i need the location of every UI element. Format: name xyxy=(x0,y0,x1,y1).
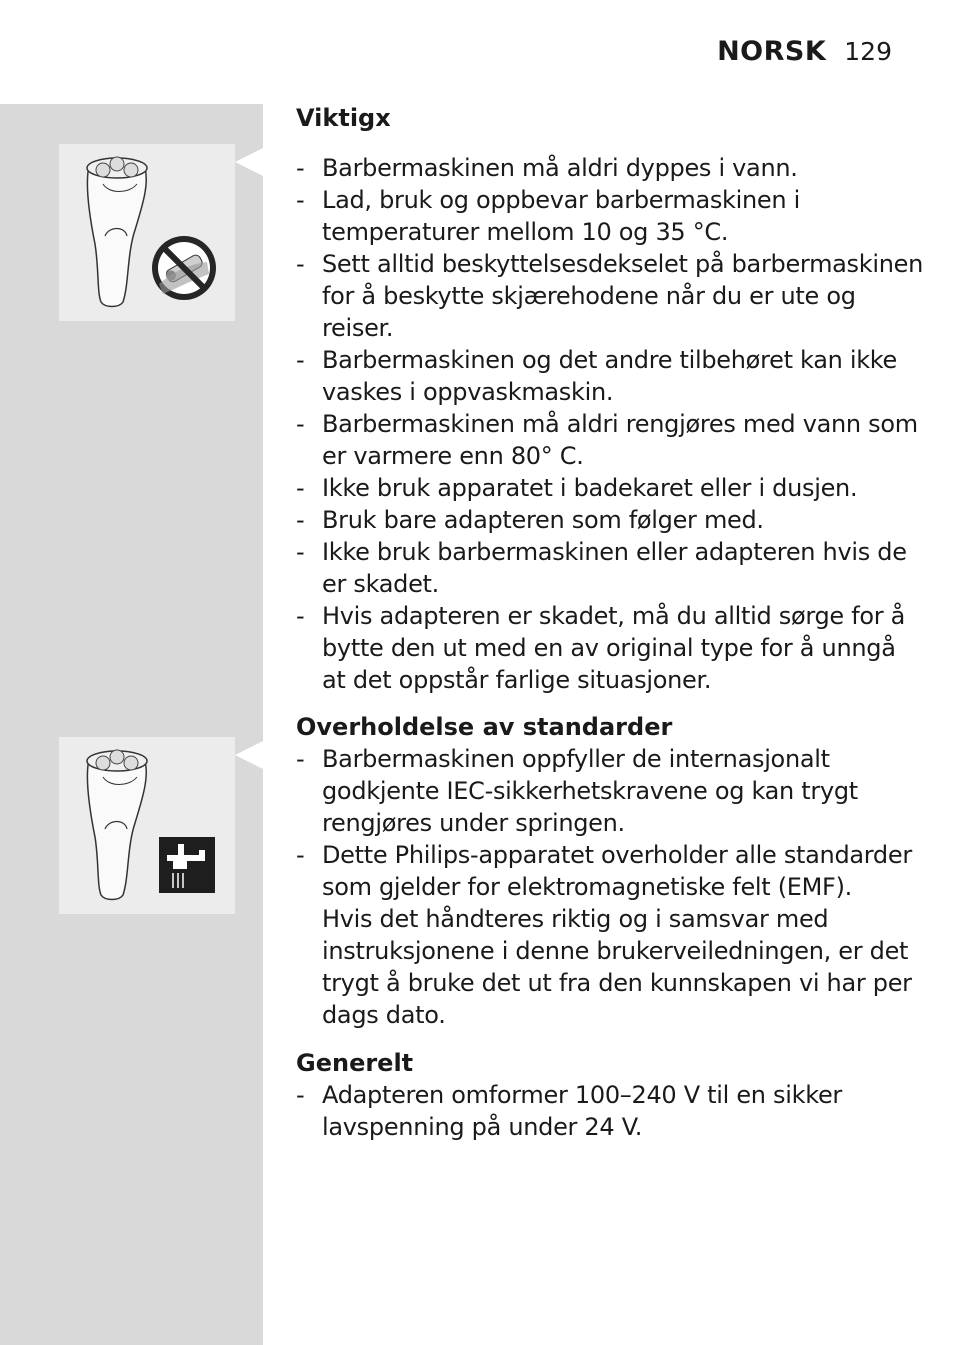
list-item-text: rengjøres under springen. xyxy=(322,809,625,837)
illustration-washable xyxy=(59,737,235,914)
list-item-text: Hvis det håndteres riktig og i samsvar med xyxy=(322,905,829,933)
list-item xyxy=(296,344,906,408)
bullet-list xyxy=(296,1079,906,1143)
list-item-text: - Hvis adapteren er skadet, må du alltid sørge for å xyxy=(322,602,906,630)
list-item-text: for å beskytte skjærehodene når du er ute og xyxy=(322,282,856,310)
list-item-text: temperaturer mellom 10 og 35 °C. xyxy=(322,218,729,246)
list-item xyxy=(296,743,906,839)
list-item-text: bytte den ut med en av original type for å unngå xyxy=(322,634,896,662)
illustration-no-immersion xyxy=(59,144,235,321)
list-item-text: - Bruk bare adapteren som følger med. xyxy=(322,506,764,534)
page-number: 129 xyxy=(844,37,892,66)
section-heading: Overholdelse av standarder xyxy=(296,713,673,741)
list-item-text: er varmere enn 80° C. xyxy=(322,442,584,470)
section-heading: Generelt xyxy=(296,1049,414,1077)
section-general xyxy=(296,1047,906,1143)
list-item xyxy=(296,1079,906,1143)
list-item-text: - Sett alltid beskyttelsesdekselet på barbermaskinen xyxy=(322,250,924,278)
section-important xyxy=(296,102,924,696)
list-item-text: - Barbermaskinen må aldri rengjøres med vann som xyxy=(322,410,918,438)
list-item-text: - Barbermaskinen må aldri dyppes i vann. xyxy=(322,154,798,182)
language-label: NORSK xyxy=(717,36,827,67)
bullet-list xyxy=(296,743,912,1031)
list-item-text: - Adapteren omformer 100–240 V til en sikker xyxy=(322,1081,842,1109)
list-item-text: instruksjonene i denne brukerveiledningen, er det xyxy=(322,937,909,965)
bullet-list xyxy=(296,152,924,696)
list-item-text: er skadet. xyxy=(322,570,439,598)
list-item-text: dags dato. xyxy=(322,1001,446,1029)
list-item xyxy=(296,839,912,1031)
shaver-washable-tap-icon xyxy=(59,737,235,914)
list-item xyxy=(296,184,906,248)
list-item xyxy=(296,536,906,600)
list-item xyxy=(296,408,918,472)
list-item-text: som gjelder for elektromagnetiske felt (EMF). xyxy=(322,873,852,901)
shaver-no-immersion-icon xyxy=(59,144,235,321)
list-item xyxy=(296,472,906,504)
callout-pointer xyxy=(235,148,263,176)
page-header xyxy=(717,36,892,67)
list-item-text: - Barbermaskinen og det andre tilbehøret kan ikke xyxy=(322,346,898,374)
list-item-text: - Dette Philips-apparatet overholder alle standarder xyxy=(322,841,912,869)
list-item xyxy=(296,504,906,536)
list-item xyxy=(296,248,924,344)
list-item-text: reiser. xyxy=(322,314,394,342)
list-item-text: at det oppstår farlige situasjoner. xyxy=(322,666,712,694)
list-item-text: vaskes i oppvaskmaskin. xyxy=(322,378,614,406)
list-item-text: - Barbermaskinen oppfyller de internasjonalt xyxy=(322,745,830,773)
list-item-text: - Ikke bruk barbermaskinen eller adapteren hvis de xyxy=(322,538,907,566)
list-item-text: - Lad, bruk og oppbevar barbermaskinen i xyxy=(322,186,801,214)
list-item-text: trygt å bruke det ut fra den kunnskapen vi har per xyxy=(322,969,912,997)
list-item-text: godkjente IEC-sikkerhetskravene og kan trygt xyxy=(322,777,858,805)
section-heading: Viktigx xyxy=(296,104,391,132)
callout-pointer xyxy=(235,741,263,769)
list-item-text: - Ikke bruk apparatet i badekaret eller i dusjen. xyxy=(322,474,858,502)
list-item xyxy=(296,152,906,184)
section-standards xyxy=(296,711,912,1031)
list-item xyxy=(296,600,906,696)
list-item-text: lavspenning på under 24 V. xyxy=(322,1113,643,1141)
